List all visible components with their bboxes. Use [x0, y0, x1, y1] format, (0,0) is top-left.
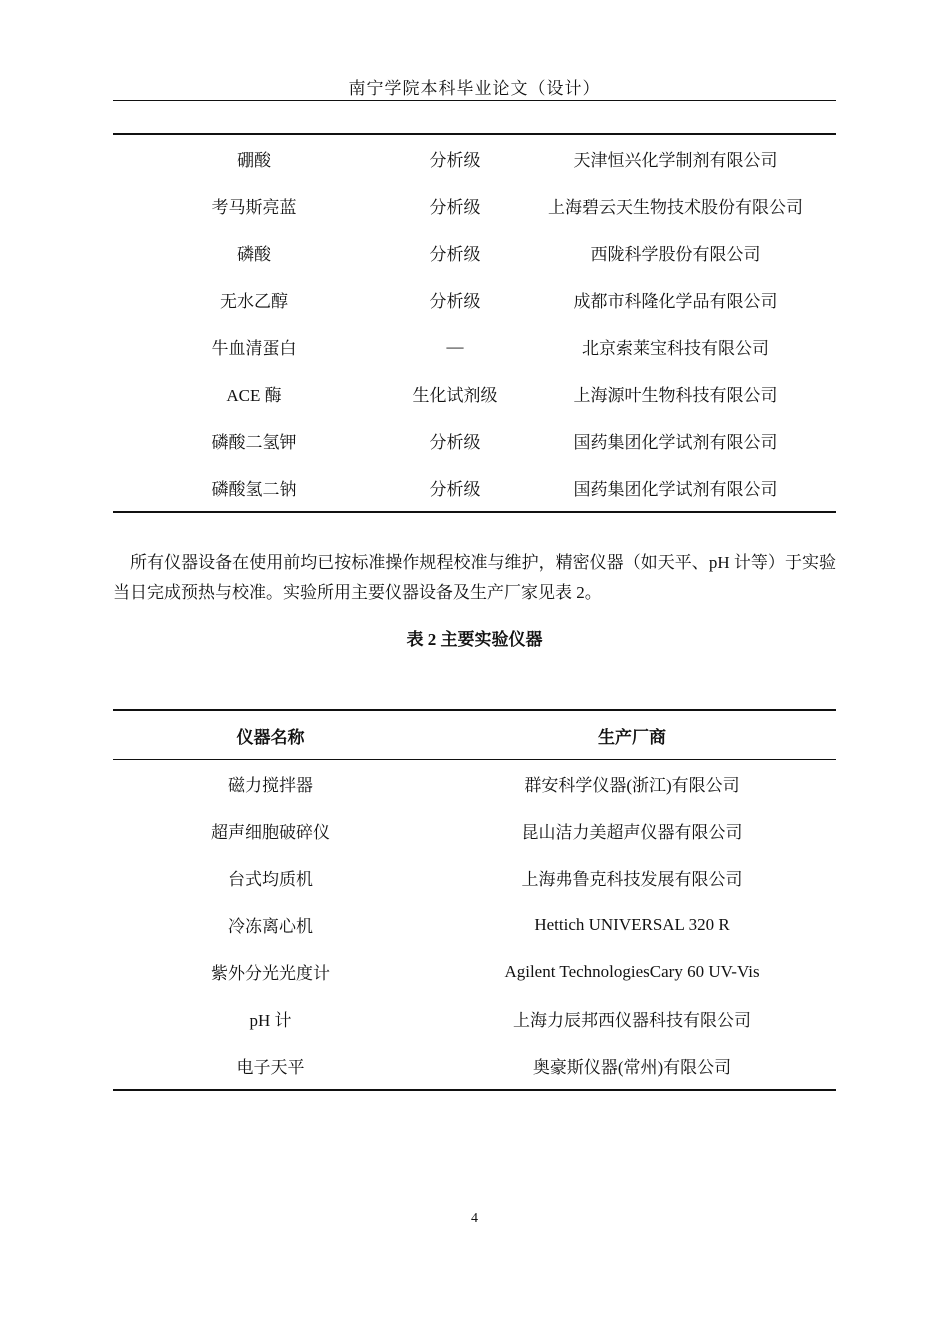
instrument-name: 冷冻离心机	[228, 917, 313, 936]
reagent-name: 硼酸	[237, 151, 271, 170]
reagent-name: 考马斯亮蓝	[211, 198, 297, 217]
table-row	[113, 760, 836, 808]
table-row	[113, 229, 836, 276]
reagent-supplier: 北京索莱宝科技有限公司	[582, 339, 769, 358]
instrument-manufacturer: 昆山洁力美超声仪器有限公司	[521, 823, 743, 842]
reagent-grade: 分析级	[429, 198, 481, 217]
instrument-manufacturer: 群安科学仪器(浙江)有限公司	[524, 776, 740, 795]
table-row	[113, 854, 836, 901]
page-number: 4	[471, 1211, 478, 1226]
table-row	[113, 276, 836, 323]
instrument-manufacturer: 上海力辰邦西仪器科技有限公司	[513, 1011, 751, 1030]
instruments-table	[113, 709, 836, 1091]
table-row	[113, 182, 836, 229]
reagents-table	[113, 133, 836, 513]
reagent-grade: 分析级	[429, 292, 481, 311]
table-row	[113, 995, 836, 1042]
reagent-supplier: 西陇科学股份有限公司	[590, 245, 761, 264]
column-header-instrument: 仪器名称	[113, 710, 428, 760]
table-row	[113, 901, 836, 948]
reagent-supplier: 上海碧云天生物技术股份有限公司	[548, 198, 803, 217]
reagent-grade: 分析级	[429, 151, 481, 170]
reagent-name: 磷酸二氢钾	[211, 433, 297, 452]
instrument-manufacturer: 上海弗鲁克科技发展有限公司	[521, 870, 743, 889]
page-header: 南宁学院本科毕业论文（设计）	[348, 79, 601, 98]
instrument-name: 台式均质机	[228, 870, 313, 889]
reagent-name: 磷酸	[237, 245, 271, 264]
reagent-grade: 分析级	[429, 480, 481, 499]
reagent-grade: 分析级	[429, 433, 481, 452]
table-header-row	[113, 710, 836, 760]
reagent-name: 无水乙醇	[220, 292, 288, 311]
instrument-name: 超声细胞破碎仪	[211, 823, 330, 842]
table-row	[113, 370, 836, 417]
instrument-manufacturer: 奥豪斯仪器(常州)有限公司	[532, 1058, 732, 1077]
table-row	[113, 417, 836, 464]
table-row	[113, 464, 836, 512]
instrument-name: pH 计	[249, 1011, 292, 1030]
reagent-supplier: 成都市科隆化学品有限公司	[573, 292, 778, 311]
reagent-name: ACE 酶	[226, 386, 282, 405]
reagent-grade: 分析级	[429, 245, 481, 264]
reagent-supplier: 天津恒兴化学制剂有限公司	[573, 151, 778, 170]
instrument-manufacturer: Agilent TechnologiesCary 60 UV-Vis	[504, 961, 760, 981]
reagent-supplier: 上海源叶生物科技有限公司	[573, 386, 778, 405]
reagent-name: 磷酸氢二钠	[211, 480, 297, 499]
reagent-name: 牛血清蛋白	[211, 339, 297, 358]
table-caption: 表 2 主要实验仪器	[406, 630, 543, 649]
column-header-manufacturer: 生产厂商	[428, 710, 836, 760]
table-row	[113, 323, 836, 370]
table-row	[113, 1042, 836, 1090]
reagent-supplier: 国药集团化学试剂有限公司	[573, 433, 778, 452]
table-row	[113, 807, 836, 854]
instrument-name: 紫外分光光度计	[211, 964, 330, 983]
instrument-name: 磁力搅拌器	[228, 776, 313, 795]
reagent-grade: 生化试剂级	[412, 386, 498, 405]
body-paragraph: 所有仪器设备在使用前均已按标准操作规程校准与维护，精密仪器（如天平、pH 计等）于实验当日完成预热与校准。实验所用主要仪器设备及生产厂家见表 2。	[113, 553, 836, 602]
table-row	[113, 134, 836, 182]
instrument-manufacturer: Hettich UNIVERSAL 320 R	[534, 914, 730, 934]
instrument-name: 电子天平	[236, 1058, 305, 1077]
reagent-supplier: 国药集团化学试剂有限公司	[573, 480, 778, 499]
header-rule	[113, 100, 836, 101]
table-row	[113, 948, 836, 995]
reagent-grade: —	[446, 336, 464, 356]
